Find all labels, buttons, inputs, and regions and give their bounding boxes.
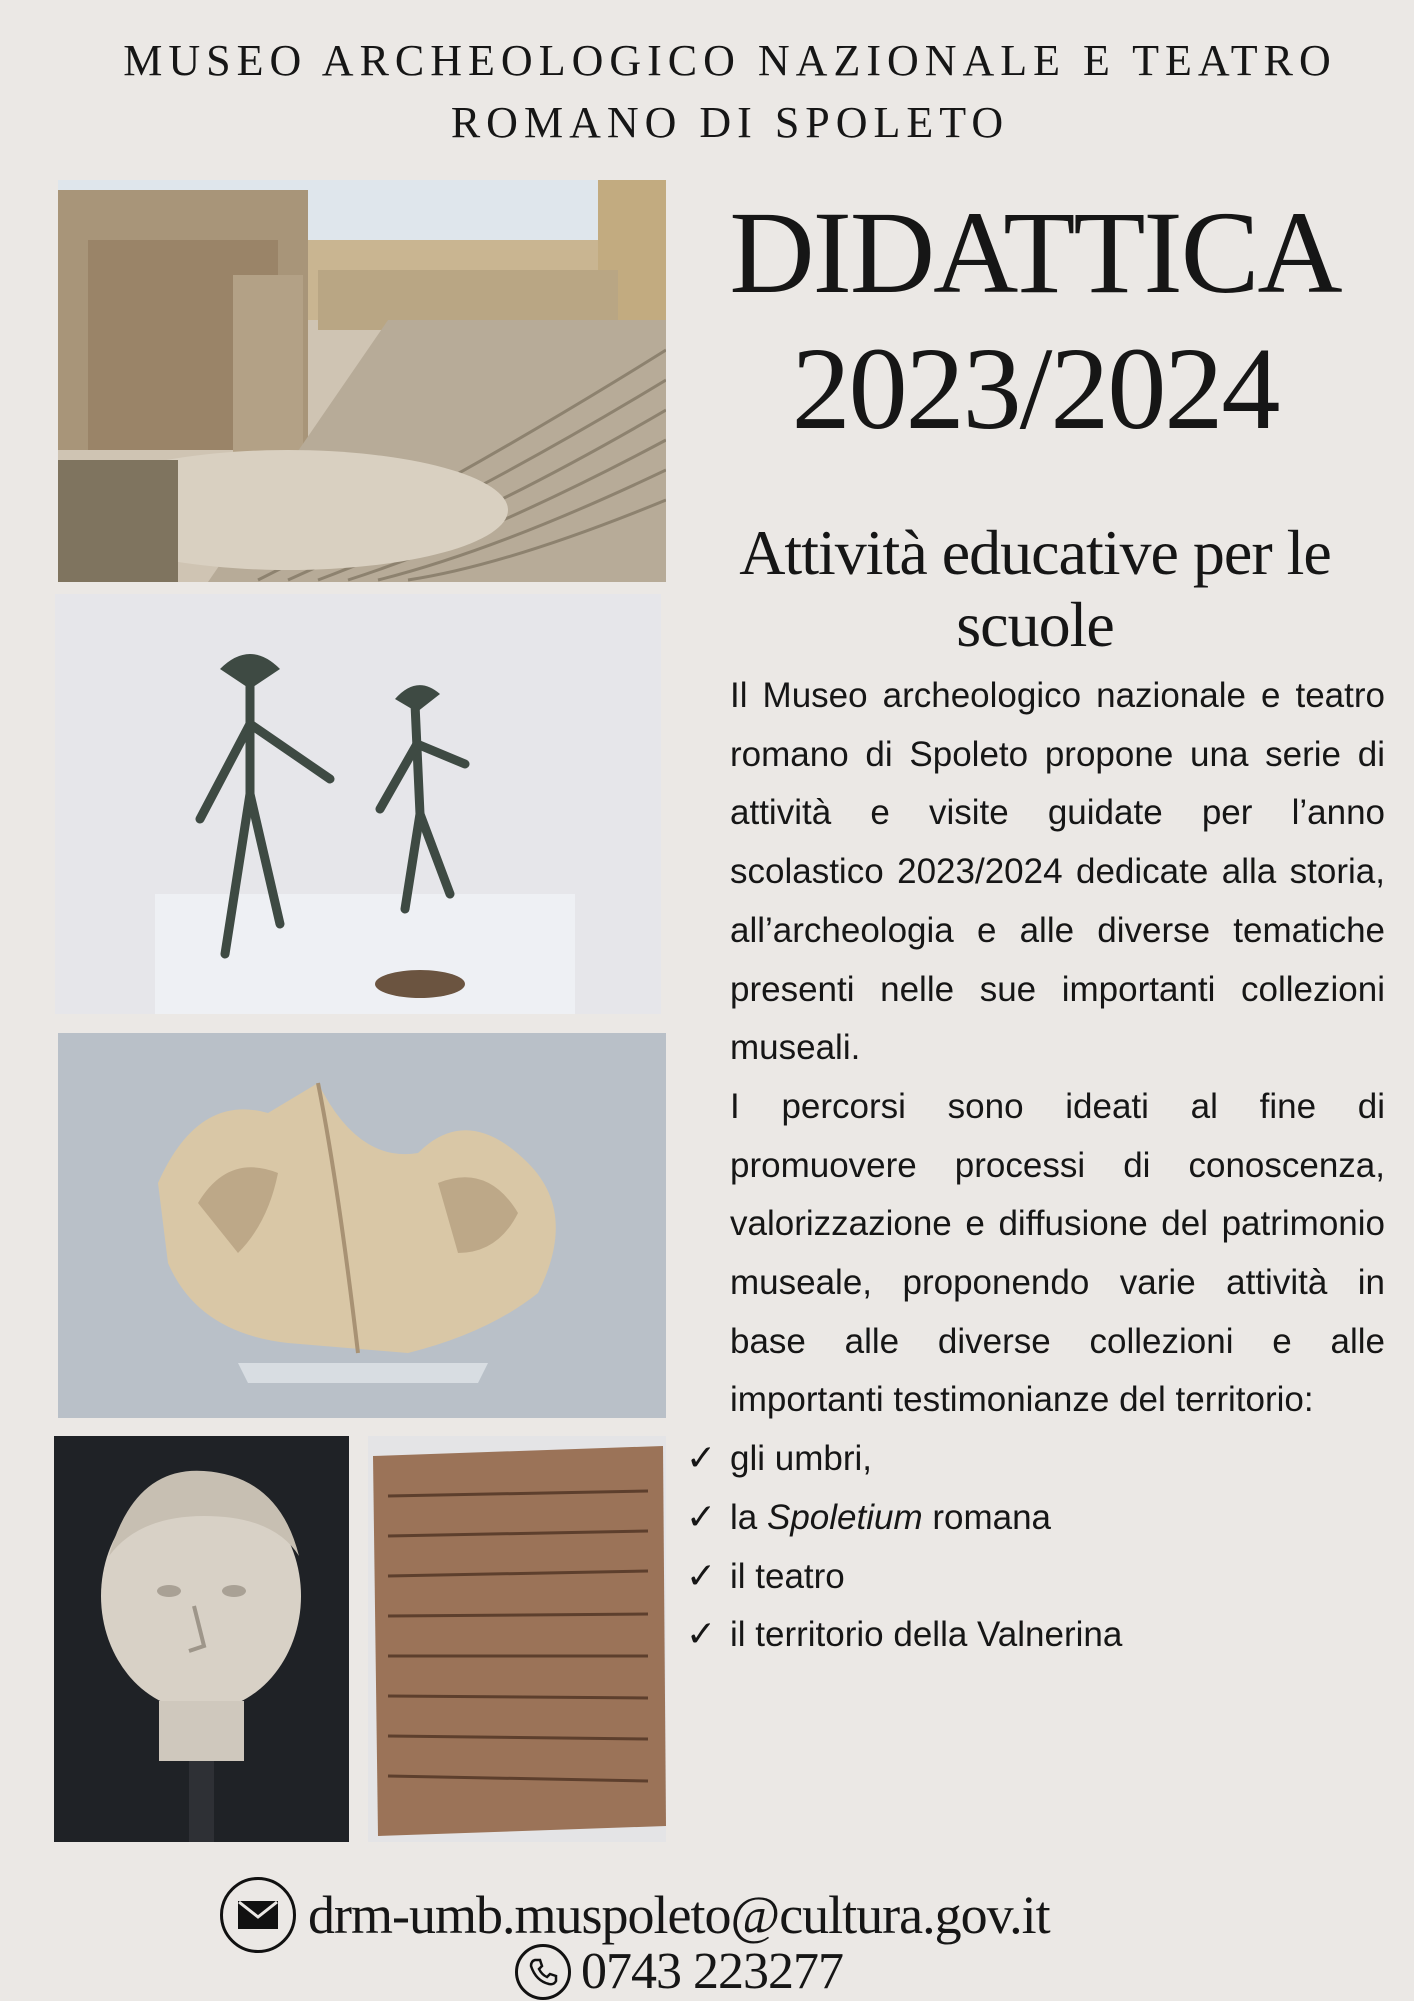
topic-text: il teatro xyxy=(730,1556,845,1596)
topic-text: il territorio della Valnerina xyxy=(730,1615,1123,1655)
header-line-2: ROMANO DI SPOLETO xyxy=(450,98,1010,147)
description-text xyxy=(686,667,1385,1665)
topic-item xyxy=(686,1548,1385,1607)
topic-italic-text: Spoletium xyxy=(766,1497,923,1537)
checkmark-icon: ✓ xyxy=(686,1496,717,1538)
inscription-stone-photo xyxy=(368,1436,666,1842)
topics-list xyxy=(686,1430,1385,1665)
phone-icon xyxy=(515,1944,571,2000)
phone-number[interactable]: 0743 223277 xyxy=(581,1943,843,2000)
phone-contact xyxy=(515,1943,1015,2000)
header-line-1: MUSEO ARCHEOLOGICO NAZIONALE E TEATRO xyxy=(123,36,1337,85)
bronze-figurines-photo xyxy=(55,594,661,1014)
topic-item xyxy=(686,1489,1385,1548)
page-subtitle xyxy=(700,517,1370,661)
topic-text-suffix: romana xyxy=(922,1497,1052,1537)
intro-paragraph: Il Museo archeologico nazionale e teatro romano di Spoleto propone una serie di attività e visite guidate per l’anno scolastico 2023/2024 dedicate alla storia, all’archeologia e alle diverse tematiche presenti nelle sue importanti collezioni museali. xyxy=(730,676,1385,1068)
page-title xyxy=(700,185,1370,457)
envelope-icon xyxy=(220,1877,296,1953)
roman-theatre-photo xyxy=(58,180,666,582)
topic-item xyxy=(686,1606,1385,1665)
checkmark-icon: ✓ xyxy=(686,1614,717,1656)
subtitle-line-1: Attività educative per le xyxy=(739,517,1331,588)
email-link[interactable]: drm-umb.muspoleto@cultura.gov.it xyxy=(308,1885,1050,1945)
museum-header xyxy=(120,30,1340,154)
title-line-2: 2023/2024 xyxy=(791,323,1279,454)
checkmark-icon: ✓ xyxy=(686,1555,717,1597)
sculpture-fragment-photo xyxy=(58,1033,666,1418)
marble-head-photo xyxy=(54,1436,349,1842)
topic-text: gli umbri, xyxy=(730,1439,872,1479)
topic-text: la xyxy=(730,1497,767,1537)
second-paragraph: I percorsi sono ideati al fine di promuovere processi di conoscenza, valorizzazione e diffusione del patrimonio museale, proponendo varie attività in base alle diverse collezioni e alle importanti testimonianze del territorio: xyxy=(730,1086,1385,1420)
checkmark-icon: ✓ xyxy=(686,1438,717,1480)
subtitle-line-2: scuole xyxy=(956,589,1114,660)
title-line-1: DIDATTICA xyxy=(729,187,1341,318)
topic-item xyxy=(686,1430,1385,1489)
